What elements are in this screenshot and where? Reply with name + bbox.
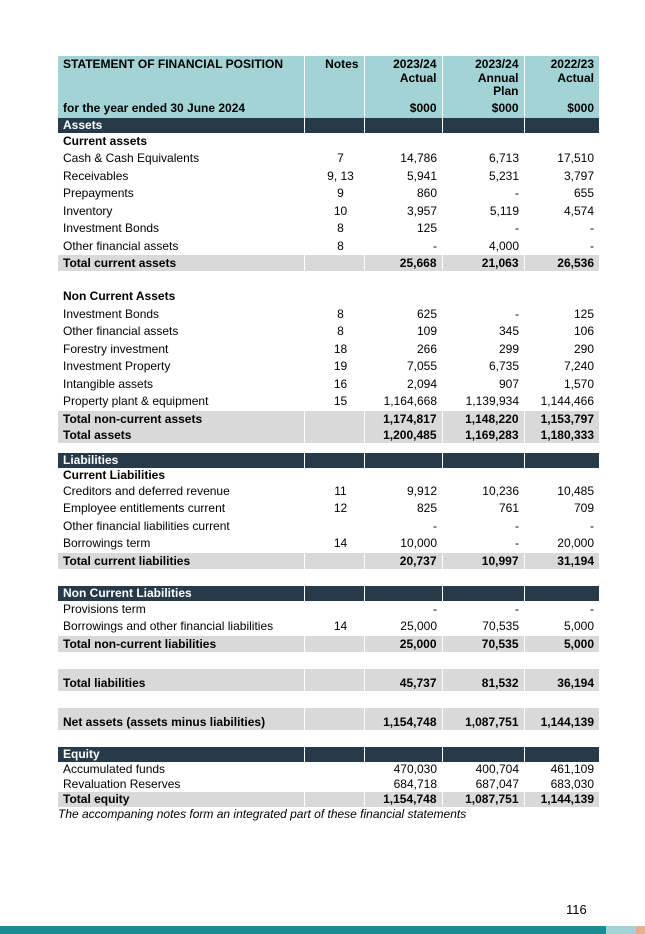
line-item-label: Investment Property <box>63 359 171 373</box>
line-item-label: Provisions term <box>63 601 146 616</box>
line-item-notes: 9 <box>337 186 344 200</box>
value-2022-23-actual: 655 <box>573 186 594 200</box>
statement-period: for the year ended 30 June 2024 <box>58 99 304 118</box>
value-2022-23-actual: 125 <box>573 306 594 321</box>
value-2023-24-actual: 2,094 <box>406 376 437 391</box>
value-2022-23-actual: 4,574 <box>563 203 594 218</box>
value-2023-24-plan: - <box>515 518 519 533</box>
line-item-notes: 8 <box>337 306 344 321</box>
value-2023-24-plan: 5,231 <box>488 168 519 183</box>
line-item-row <box>58 341 599 359</box>
value-2023-24-actual: 10,000 <box>400 536 437 550</box>
value-2023-24-plan: 345 <box>498 324 519 338</box>
value-2023-24-actual: 3,957 <box>406 203 437 218</box>
total-row: Total non-current assets 1,174,817 1,148,220 1,153,797 <box>58 411 599 427</box>
value-2023-24-actual: 5,941 <box>406 168 437 183</box>
line-item-row <box>58 203 599 221</box>
value-2023-24-actual: 470,030 <box>393 761 437 776</box>
line-item-row <box>58 168 599 186</box>
value-2023-24-actual: 860 <box>416 186 437 200</box>
value-2022-23-actual: 1,144,466 <box>540 394 594 408</box>
value-2023-24-plan: 4,000 <box>488 238 519 253</box>
value-2023-24-actual: 125 <box>416 221 437 235</box>
line-item-label: Investment Bonds <box>63 306 160 321</box>
value-2023-24-plan: 687,047 <box>475 776 519 791</box>
value-2022-23-actual: 17,510 <box>557 151 594 165</box>
total-row: Total equity 1,154,748 1,087,751 1,144,139 <box>58 792 599 807</box>
line-item-row <box>58 777 599 792</box>
subheader-row <box>58 99 599 118</box>
total-row: Total current liabilities 20,737 10,997 31,194 <box>58 553 599 569</box>
footer-accent <box>636 926 645 934</box>
value-2023-24-plan: 299 <box>498 341 519 356</box>
value-2022-23-actual: 290 <box>573 341 594 356</box>
value-2023-24-plan: - <box>515 306 519 321</box>
line-item-notes: 7 <box>337 151 344 165</box>
line-item-notes <box>304 777 364 792</box>
value-2022-23-actual: 1,570 <box>563 376 594 391</box>
value-2023-24-plan: - <box>515 221 519 235</box>
line-item-notes: 8 <box>337 238 344 253</box>
total-row: Total current assets 25,668 21,063 26,536 <box>58 255 599 271</box>
statement-table <box>58 56 599 807</box>
line-item-notes: 11 <box>334 483 347 498</box>
value-2023-24-actual: 266 <box>416 341 437 356</box>
value-2023-24-plan: 10,236 <box>482 483 519 498</box>
spacer <box>58 271 599 288</box>
value-2022-23-actual: - <box>590 601 594 616</box>
value-2022-23-actual: 20,000 <box>557 536 594 550</box>
line-item-notes: 10 <box>333 203 348 218</box>
line-item-notes: 16 <box>333 376 348 391</box>
section-band-assets: Assets <box>58 118 599 133</box>
value-2023-24-plan: 6,735 <box>488 359 519 373</box>
unit-label: $000 <box>364 99 442 118</box>
line-item-label: Other financial liabilities current <box>63 518 230 533</box>
section-band-noncurrent-liabilities: Non Current Liabilities <box>58 586 599 601</box>
value-2023-24-actual: - <box>433 601 437 616</box>
line-item-label: Prepayments <box>63 186 134 200</box>
value-2022-23-actual: 7,240 <box>563 359 594 373</box>
line-item-row <box>58 518 599 536</box>
spacer <box>58 691 599 708</box>
line-item-label: Other financial assets <box>63 324 179 338</box>
line-item-label: Investment Bonds <box>63 221 160 235</box>
value-2022-23-actual: 5,000 <box>563 619 594 633</box>
section-band-equity: Equity <box>58 747 599 762</box>
line-item-row <box>58 238 599 256</box>
value-2022-23-actual: 461,109 <box>550 761 594 776</box>
unit-label: $000 <box>524 99 599 118</box>
line-item-label: Forestry investment <box>63 341 169 356</box>
line-item-notes: 8 <box>337 324 344 338</box>
section-heading: Current assets <box>63 133 148 148</box>
line-item-notes: 12 <box>333 501 348 515</box>
line-item-label: Inventory <box>63 203 113 218</box>
value-2023-24-actual: 109 <box>416 324 437 338</box>
spacer <box>58 730 599 747</box>
value-2023-24-actual: 825 <box>416 501 437 515</box>
line-item-row <box>58 483 599 501</box>
value-2022-23-actual: - <box>590 238 594 253</box>
value-2023-24-plan: 1,139,934 <box>465 394 519 408</box>
value-2023-24-plan: 5,119 <box>489 203 519 218</box>
value-2023-24-plan: 400,704 <box>475 761 519 776</box>
line-item-label: Creditors and deferred revenue <box>63 483 230 498</box>
value-2022-23-actual: 683,030 <box>550 776 594 791</box>
line-item-row <box>58 376 599 394</box>
value-2023-24-actual: - <box>433 518 437 533</box>
column-header-actual-2024: 2023/24 Actual <box>364 56 442 99</box>
line-item-label: Employee entitlements current <box>63 501 226 515</box>
value-2023-24-plan: 907 <box>498 376 519 391</box>
value-2022-23-actual: - <box>590 518 594 533</box>
value-2023-24-plan: - <box>515 186 519 200</box>
line-item-row <box>58 323 599 341</box>
value-2023-24-actual: 25,000 <box>400 619 437 633</box>
line-item-notes: 14 <box>333 619 348 633</box>
net-assets-row: Net assets (assets minus liabilities) 1,154,748 1,087,751 1,144,139 <box>58 714 599 730</box>
line-item-notes <box>304 762 364 777</box>
line-item-notes: 14 <box>333 536 348 550</box>
line-item-label: Other financial assets <box>63 238 179 253</box>
line-item-row <box>58 618 599 636</box>
line-item-label: Borrowings and other financial liabilities <box>63 619 274 633</box>
line-item-label: Intangible assets <box>63 376 154 391</box>
header-row <box>58 56 599 99</box>
column-header-actual-2023: 2022/23 Actual <box>524 56 599 99</box>
spacer <box>58 569 599 586</box>
line-item-label: Property plant & equipment <box>63 394 209 408</box>
section-heading: Non Current Assets <box>63 289 176 303</box>
notes-header: Notes <box>304 56 364 99</box>
value-2022-23-actual: 3,797 <box>563 168 594 183</box>
value-2023-24-actual: 9,912 <box>406 483 437 498</box>
footer-bar <box>0 926 645 934</box>
line-item-label: Borrowings term <box>63 536 151 550</box>
spacer <box>58 443 599 453</box>
value-2023-24-actual: 625 <box>416 306 437 321</box>
line-item-row <box>58 185 599 203</box>
line-item-label: Cash & Cash Equivalents <box>63 151 200 165</box>
line-item-row <box>58 358 599 376</box>
line-item-row <box>58 762 599 777</box>
line-item-row <box>58 393 599 411</box>
value-2023-24-plan: - <box>515 536 519 550</box>
line-item-notes <box>304 518 364 536</box>
value-2023-24-actual: 684,718 <box>393 776 437 791</box>
unit-label: $000 <box>442 99 524 118</box>
footer-accent <box>606 926 636 934</box>
line-item-notes: 8 <box>337 221 344 235</box>
financial-statement <box>58 56 599 807</box>
page-number: 116 <box>566 902 587 917</box>
total-row: Total non-current liabilities 25,000 70,535 5,000 <box>58 636 599 652</box>
line-item-notes <box>304 601 364 619</box>
value-2023-24-actual: 7,055 <box>406 359 437 373</box>
line-item-row <box>58 306 599 324</box>
value-2022-23-actual: 709 <box>573 501 594 515</box>
line-item-notes: 18 <box>333 341 348 356</box>
value-2022-23-actual: 106 <box>573 324 594 338</box>
spacer <box>58 652 599 669</box>
line-item-notes: 9, 13 <box>327 168 354 183</box>
statement-title: STATEMENT OF FINANCIAL POSITION <box>58 56 304 99</box>
value-2023-24-plan: 6,713 <box>488 151 519 165</box>
value-2023-24-actual: - <box>433 238 437 253</box>
value-2022-23-actual: 10,485 <box>557 483 594 498</box>
section-heading: Current Liabilities <box>63 467 166 482</box>
total-row: Total liabilities 45,737 81,532 36,194 <box>58 675 599 691</box>
section-band-liabilities: Liabilities <box>58 453 599 468</box>
line-item-row <box>58 500 599 518</box>
value-2023-24-plan: - <box>515 601 519 616</box>
value-2023-24-plan: 761 <box>498 501 519 515</box>
footnote: The accompaning notes form an integrated part of these financial statements <box>58 807 467 821</box>
total-row: Total assets 1,200,485 1,169,283 1,180,333 <box>58 427 599 443</box>
line-item-row <box>58 150 599 168</box>
line-item-row <box>58 220 599 238</box>
line-item-label: Accumulated funds <box>63 761 166 776</box>
value-2023-24-plan: 70,535 <box>482 619 519 633</box>
line-item-row <box>58 601 599 619</box>
value-2022-23-actual: - <box>590 221 594 235</box>
line-item-notes: 15 <box>333 394 348 408</box>
line-item-notes: 19 <box>333 359 348 373</box>
value-2023-24-actual: 1,164,668 <box>383 394 437 408</box>
line-item-label: Receivables <box>63 168 129 183</box>
line-item-row <box>58 535 599 553</box>
value-2023-24-actual: 14,786 <box>400 151 437 165</box>
line-item-label: Revaluation Reserves <box>63 776 181 791</box>
column-header-plan-2024: 2023/24 Annual Plan <box>442 56 524 99</box>
